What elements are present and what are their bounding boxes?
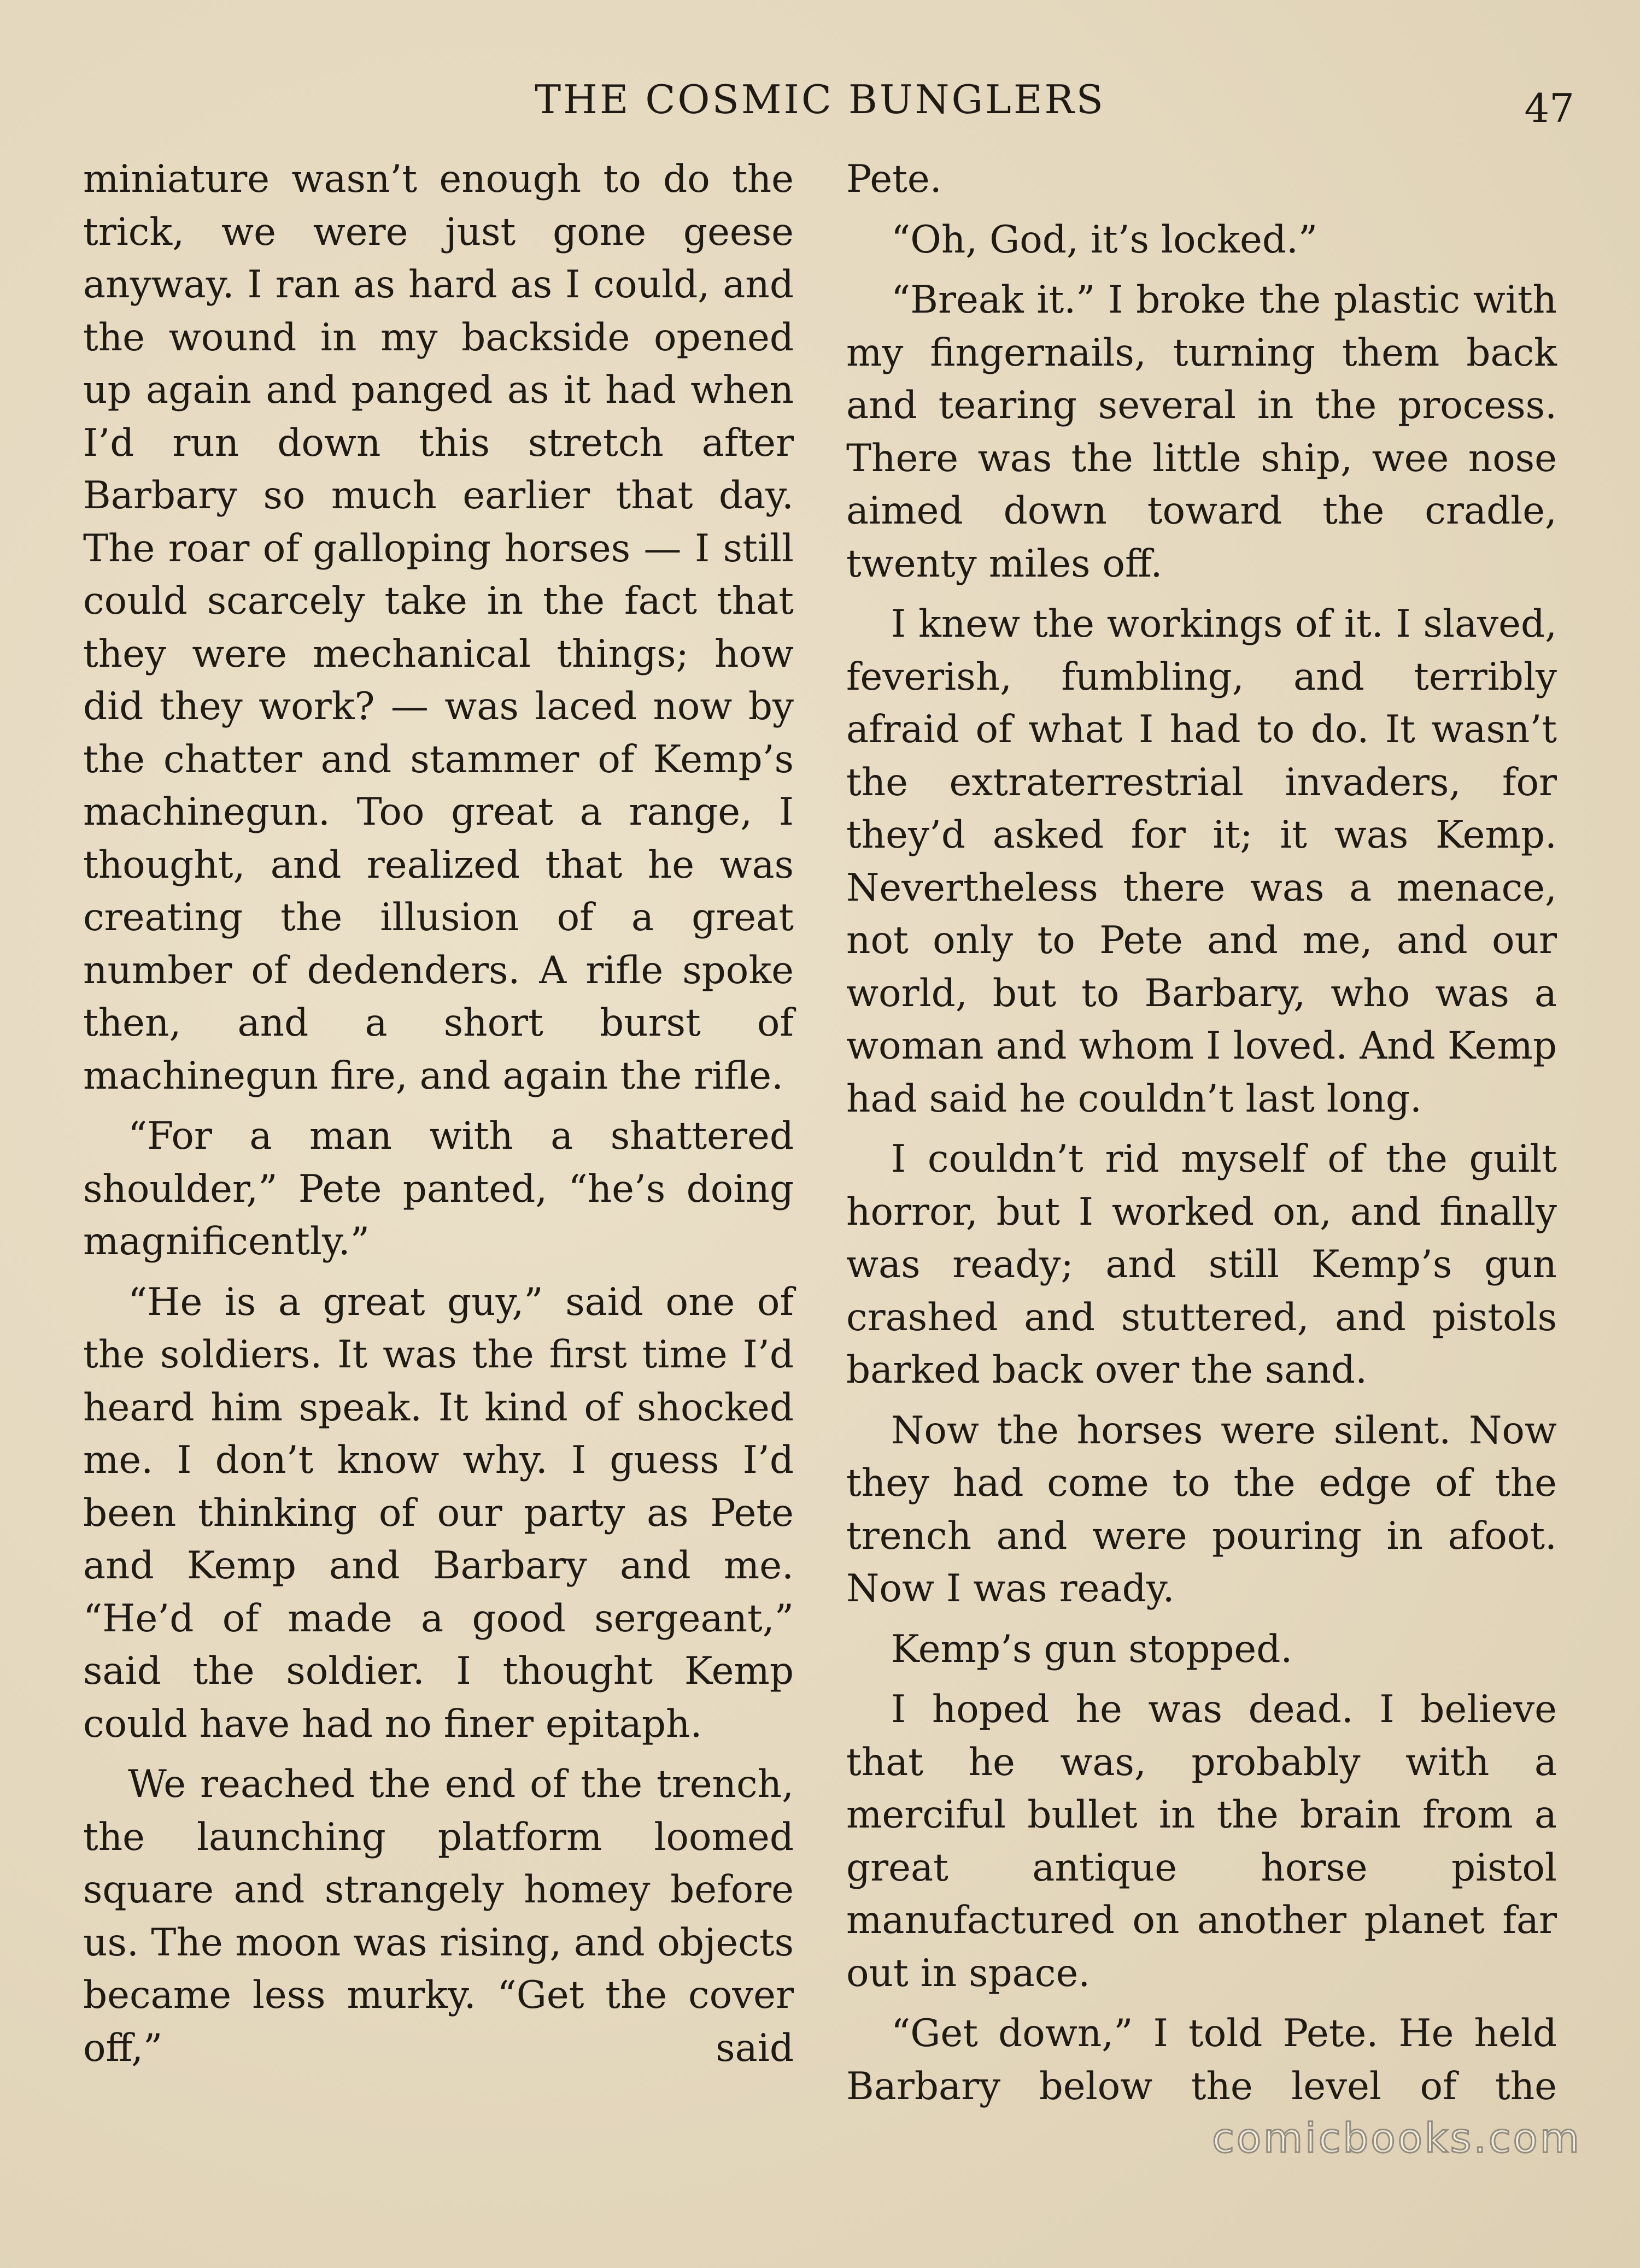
paragraph: “He is a great guy,” said one of the soldiers. It was the first time I’d heard him speak. It kind of shocked me. I don’t know why. I guess I’d been thinking of our party as Pete and Kemp and Barbary and me. “He’d of made a good sergeant,” said the soldier. I thought Kemp could have had no finer epitaph.: [83, 1280, 794, 1746]
paragraph: I knew the workings of it. I slaved, feverish, fumbling, and terribly afraid of what I had to do. It wasn’t the extraterrestrial invaders, for they’d asked for it; it was Kemp. Nevertheless there was a menace, not only to Pete and me, and our world, but to Barbary, who was a woman and whom I loved. And Kemp had said he couldn’t last long.: [846, 602, 1557, 1121]
paragraph: “Oh, God, it’s locked.”: [891, 218, 1318, 262]
page-number: 47: [1524, 85, 1574, 131]
right-column: [846, 153, 1557, 2120]
paragraph: miniature wasn’t enough to do the trick, we were just gone geese anyway. I ran as hard as I could, and the wound in my backside opened up again and panged as it had when I’d run down this stretch after Barbary so much earlier that day. The roar of galloping horses — I still could scarcely take in the fact that they were mechanical things; how did they work? — was laced now by the chatter and stammer of Kemp’s machinegun. Too great a range, I thought, and realized that he was creating the illusion of a great number of dedenders. A rifle spoke then, and a short burst of machinegun fire, and again the rifle.: [83, 157, 794, 1098]
running-title: THE COSMIC BUNGLERS: [535, 77, 1105, 122]
paragraph: “Get down,” I told Pete. He held Barbary below the level of the: [846, 2012, 1557, 2108]
paragraph: “Break it.” I broke the plastic with my fingernails, turning them back and tearing several in the process. There was the little ship, wee nose aimed down toward the cradle, twenty miles off.: [846, 278, 1557, 586]
paragraph: I couldn’t rid myself of the guilt horror, but I worked on, and finally was ready; and still Kemp’s gun crashed and stuttered, and pistols barked back over the sand.: [846, 1137, 1557, 1392]
watermark: comicbooks.com: [1212, 2115, 1582, 2162]
paragraph: Kemp’s gun stopped.: [891, 1627, 1293, 1671]
paragraph: We reached the end of the trench, the launching platform loomed square and strangely homey before us. The moon was rising, and objects became less murky. “Get the cover off,” said: [83, 1762, 794, 2070]
paragraph: Pete.: [846, 157, 942, 201]
left-column: [83, 153, 794, 2082]
paragraph: “For a man with a shattered shoulder,” Pete panted, “he’s doing magnificently.”: [83, 1114, 794, 1264]
paragraph: I hoped he was dead. I believe that he was, probably with a merciful bullet in the brain from a great antique horse pistol manufactured on another planet far out in space.: [846, 1688, 1557, 1995]
paragraph: Now the horses were silent. Now they had come to the edge of the trench and were pouring in afoot. Now I was ready.: [846, 1408, 1557, 1611]
